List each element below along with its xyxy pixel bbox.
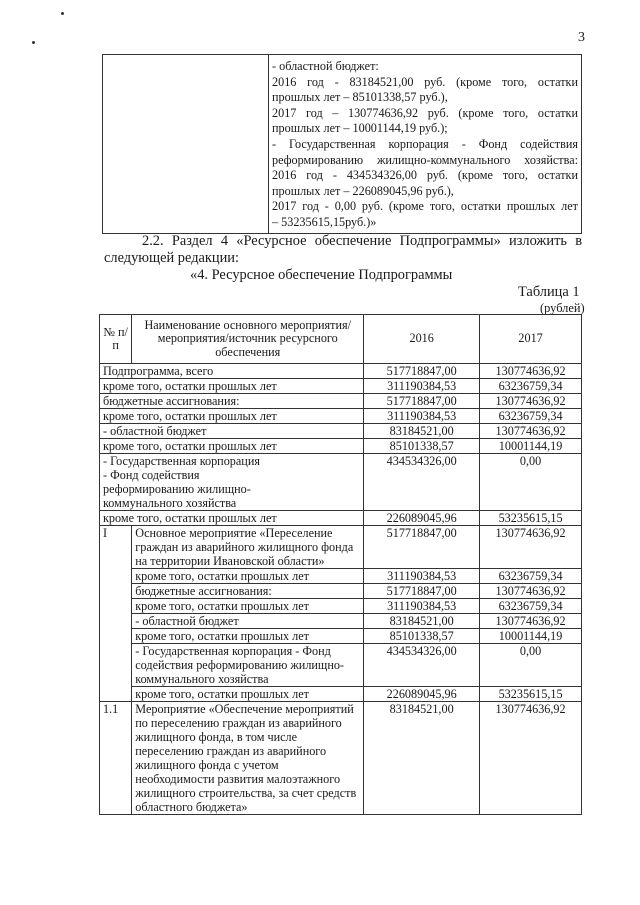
value-2016: 434534326,00 (364, 454, 480, 511)
value-2017: 130774636,92 (480, 584, 582, 599)
header-2017: 2017 (480, 315, 582, 364)
value-2016: 311190384,53 (364, 599, 480, 614)
value-2016: 85101338,57 (364, 629, 480, 644)
value-2017: 10001144,19 (480, 439, 582, 454)
table-row (100, 409, 582, 424)
value-2017: 0,00 (480, 454, 582, 511)
row-name: кроме того, остатки прошлых лет (132, 687, 364, 702)
text-line: – 53235615,15руб.)» (272, 214, 377, 229)
page-number: 3 (578, 30, 585, 45)
value-2017: 130774636,92 (480, 424, 582, 439)
row-name: кроме того, остатки прошлых лет (132, 569, 364, 584)
text-line: прошлых лет – 10001144,19 руб.); (272, 121, 448, 136)
row-name: Подпрограмма, всего (100, 364, 364, 379)
value-2016: 226089045,96 (364, 687, 480, 702)
funding-text-cell (269, 55, 582, 234)
value-2016: 517718847,00 (364, 394, 480, 409)
header-name: Наименование основного мероприятия/мероприятия/источник ресурсного обеспечения (132, 315, 364, 364)
table-row (100, 511, 582, 526)
row-name: кроме того, остатки прошлых лет (100, 379, 364, 394)
value-2016: 311190384,53 (364, 409, 480, 424)
table-label: Таблица 1 (518, 284, 580, 300)
row-name: бюджетные ассигнования: (132, 584, 364, 599)
value-2016: 311190384,53 (364, 569, 480, 584)
text-line: 2016 год - 83184521,00 руб. (кроме того, остатки (272, 74, 578, 89)
row-name: кроме того, остатки прошлых лет (132, 629, 364, 644)
value-2017: 63236759,34 (480, 379, 582, 394)
text-line: реформированию жилищно-коммунального хозяйства: (272, 152, 578, 167)
value-2017: 130774636,92 (480, 614, 582, 629)
resource-table (99, 314, 582, 815)
text-line: - Государственная корпорация - Фонд содействия (272, 136, 578, 151)
value-2017: 130774636,92 (480, 364, 582, 379)
value-2016: 434534326,00 (364, 644, 480, 687)
row-number: 1.1 (100, 702, 132, 815)
text-line: 2016 год - 434534326,00 руб. (кроме того, остатки (272, 168, 578, 183)
value-2016: 517718847,00 (364, 526, 480, 569)
value-2017: 63236759,34 (480, 569, 582, 584)
value-2017: 10001144,19 (480, 629, 582, 644)
value-2016: 226089045,96 (364, 511, 480, 526)
table-row (100, 569, 582, 584)
text-line: 2017 год – 130774636,92 руб. (кроме того, остатки (272, 105, 578, 120)
table-row (100, 629, 582, 644)
table-row (100, 584, 582, 599)
value-2016: 83184521,00 (364, 702, 480, 815)
row-name: кроме того, остатки прошлых лет (100, 409, 364, 424)
table-row (100, 364, 582, 379)
continuation-table (102, 54, 582, 234)
table-row (100, 454, 582, 511)
value-2017: 130774636,92 (480, 702, 582, 815)
table-row (100, 424, 582, 439)
table-row (100, 439, 582, 454)
value-2017: 130774636,92 (480, 394, 582, 409)
amendment-paragraph (104, 233, 582, 267)
row-name: - областной бюджет (100, 424, 364, 439)
row-name: кроме того, остатки прошлых лет (132, 599, 364, 614)
value-2016: 83184521,00 (364, 614, 480, 629)
paragraph-line: 2.2. Раздел 4 «Ресурсное обеспечение Подпрограммы» изложить в (142, 233, 582, 249)
scan-speck (61, 12, 64, 15)
text-line: 2017 год - 0,00 руб. (кроме того, остатки прошлых лет (272, 199, 578, 214)
row-name: кроме того, остатки прошлых лет (100, 511, 364, 526)
section-heading: «4. Ресурсное обеспечение Подпрограммы (190, 267, 453, 283)
value-2016: 517718847,00 (364, 364, 480, 379)
value-2017: 53235615,15 (480, 511, 582, 526)
text-line: прошлых лет – 85101338,57 руб.), (272, 90, 448, 105)
paragraph-line: следующей редакции: (104, 250, 239, 266)
table-row (100, 379, 582, 394)
table-row (100, 526, 582, 569)
empty-cell (103, 55, 269, 234)
text-line: - областной бюджет: (272, 59, 379, 73)
value-2017: 63236759,34 (480, 599, 582, 614)
table-row (100, 644, 582, 687)
table-row (100, 599, 582, 614)
value-2017: 0,00 (480, 644, 582, 687)
row-name: бюджетные ассигнования: (100, 394, 364, 409)
value-2016: 517718847,00 (364, 584, 480, 599)
row-name: - Государственная корпорация - Фонд содействия реформированию жилищно-коммунального хозяйства (132, 644, 364, 687)
value-2016: 85101338,57 (364, 439, 480, 454)
units-label: (рублей) (540, 301, 585, 315)
table-row (100, 394, 582, 409)
row-name: кроме того, остатки прошлых лет (100, 439, 364, 454)
header-row (100, 315, 582, 364)
row-name: Мероприятие «Обеспечение мероприятий по переселению граждан из аварийного жилищного фонда, в том числе переселению граждан из аварийного жилищного фонда с учетом необходимости развития малоэтажного жилищного строительства, за счет средств областного бюджета» (132, 702, 364, 815)
row-number: I (100, 526, 132, 702)
value-2016: 311190384,53 (364, 379, 480, 394)
row-name: - областной бюджет (132, 614, 364, 629)
row-name: - Государственная корпорация - Фонд содействия реформированию жилищно-коммунального хозяйства (100, 454, 364, 511)
value-2017: 53235615,15 (480, 687, 582, 702)
value-2017: 63236759,34 (480, 409, 582, 424)
header-2016: 2016 (364, 315, 480, 364)
header-num: № п/п (100, 315, 132, 364)
value-2017: 130774636,92 (480, 526, 582, 569)
text-line: прошлых лет – 226089045,96 руб.), (272, 183, 454, 198)
table-row (100, 687, 582, 702)
table-row (100, 702, 582, 815)
value-2016: 83184521,00 (364, 424, 480, 439)
scan-speck (32, 41, 35, 44)
table-row (100, 614, 582, 629)
row-name: Основное мероприятие «Переселение граждан из аварийного жилищного фонда на территории Ивановской области» (132, 526, 364, 569)
